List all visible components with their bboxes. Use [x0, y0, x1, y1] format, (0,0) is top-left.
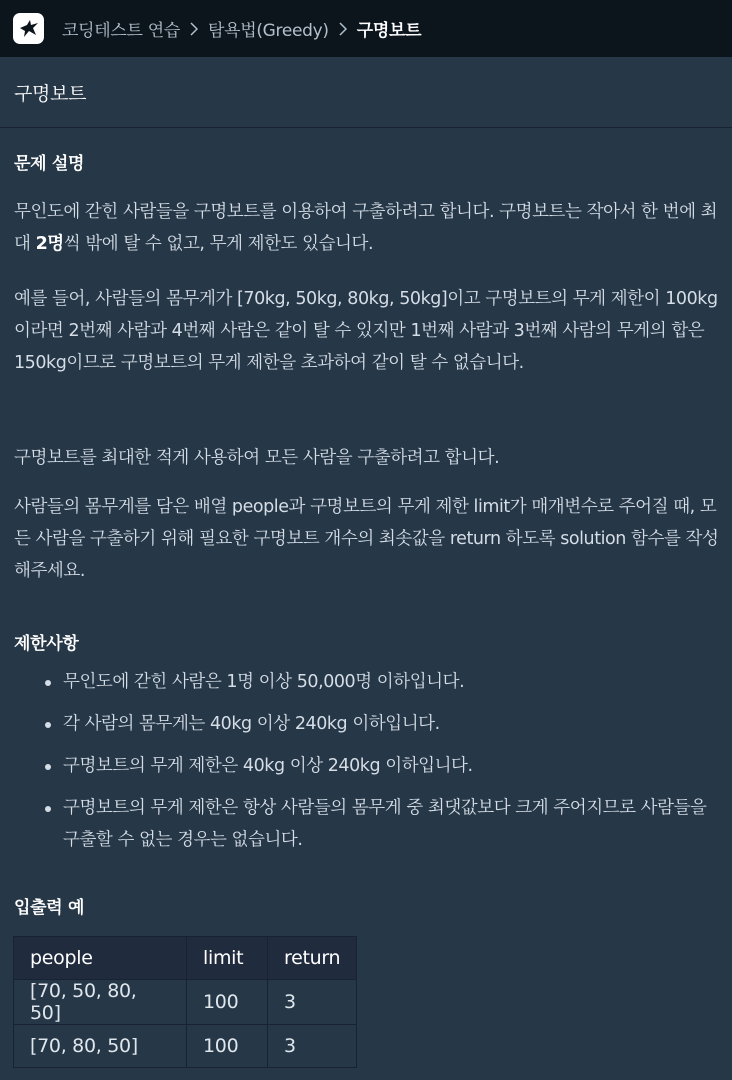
table-cell: 3: [268, 980, 357, 1025]
column-header-people: people: [14, 937, 187, 980]
top-nav-bar: [0, 0, 732, 57]
problem-title-bar: [0, 57, 732, 128]
table-header-row: [14, 937, 357, 980]
table-cell: 3: [268, 1025, 357, 1068]
description-heading: 문제 설명: [14, 154, 85, 174]
breadcrumb: [62, 0, 421, 57]
column-header-limit: limit: [187, 937, 268, 980]
breadcrumb-item-coding-test[interactable]: 코딩테스트 연습: [62, 21, 180, 41]
breadcrumb-current: 구명보트: [356, 21, 422, 41]
description-bold-text: 2명: [35, 234, 64, 254]
description-paragraph-2: 예를 들어, 사람들의 몸무게가 [70kg, 50kg, 80kg, 50kg]이고 구명보트의 무게 제한이 100kg이라면 2번째 사람과 4번째 사람은 같이 탈 수 있지만 1번째 사람과 3번째 사람의 무게의 합은 150kg이므로 구명보트의 무게 제한을 초과하여 같이 탈 수 없습니다.: [14, 289, 718, 373]
description-paragraph-4: 사람들의 몸무게를 담은 배열 people과 구명보트의 무게 제한 limit가 매개변수로 주어질 때, 모든 사람을 구출하기 위해 필요한 구명보트 개수의 최솟값을 return 하도록 solution 함수를 작성해주세요.: [14, 497, 719, 581]
constraint-item: 무인도에 갇힌 사람은 1명 이상 50,000명 이하입니다.: [14, 666, 714, 698]
examples-table: [13, 936, 357, 1068]
table-cell: [70, 50, 80, 50]: [14, 980, 187, 1025]
chevron-right-icon: [339, 22, 347, 36]
table-cell: 100: [187, 1025, 268, 1068]
table-cell: 100: [187, 980, 268, 1025]
page-title: 구명보트: [14, 83, 87, 105]
description-text: 무인도에 갇힌 사람들을 구명보트를 이용하여 구출하려고 합니다. 구명보트는 작아서 한 번에 최대: [14, 202, 718, 254]
chevron-right-icon: [190, 22, 198, 36]
table-row: [14, 980, 357, 1025]
column-header-return: return: [268, 937, 357, 980]
constraints-list: [14, 666, 714, 866]
description-text: 씩 밖에 탈 수 없고, 무게 제한도 있습니다.: [63, 234, 374, 254]
constraint-item: 구명보트의 무게 제한은 항상 사람들의 몸무게 중 최댓값보다 크게 주어지므로 사람들을 구출할 수 없는 경우는 없습니다.: [14, 792, 714, 856]
table-row: [14, 1025, 357, 1068]
programmers-logo-icon[interactable]: [13, 13, 44, 44]
breadcrumb-item-greedy[interactable]: 탐욕법(Greedy): [207, 21, 329, 41]
description-paragraph-1: [14, 196, 720, 260]
description-paragraph-3: 구명보트를 최대한 적게 사용하여 모든 사람을 구출하려고 합니다.: [14, 448, 500, 468]
constraint-item: 구명보트의 무게 제한은 40kg 이상 240kg 이하입니다.: [14, 750, 714, 782]
examples-heading: 입출력 예: [14, 898, 85, 918]
constraint-item: 각 사람의 몸무게는 40kg 이상 240kg 이하입니다.: [14, 708, 714, 740]
table-cell: [70, 80, 50]: [14, 1025, 187, 1068]
constraints-heading: 제한사항: [14, 634, 79, 654]
